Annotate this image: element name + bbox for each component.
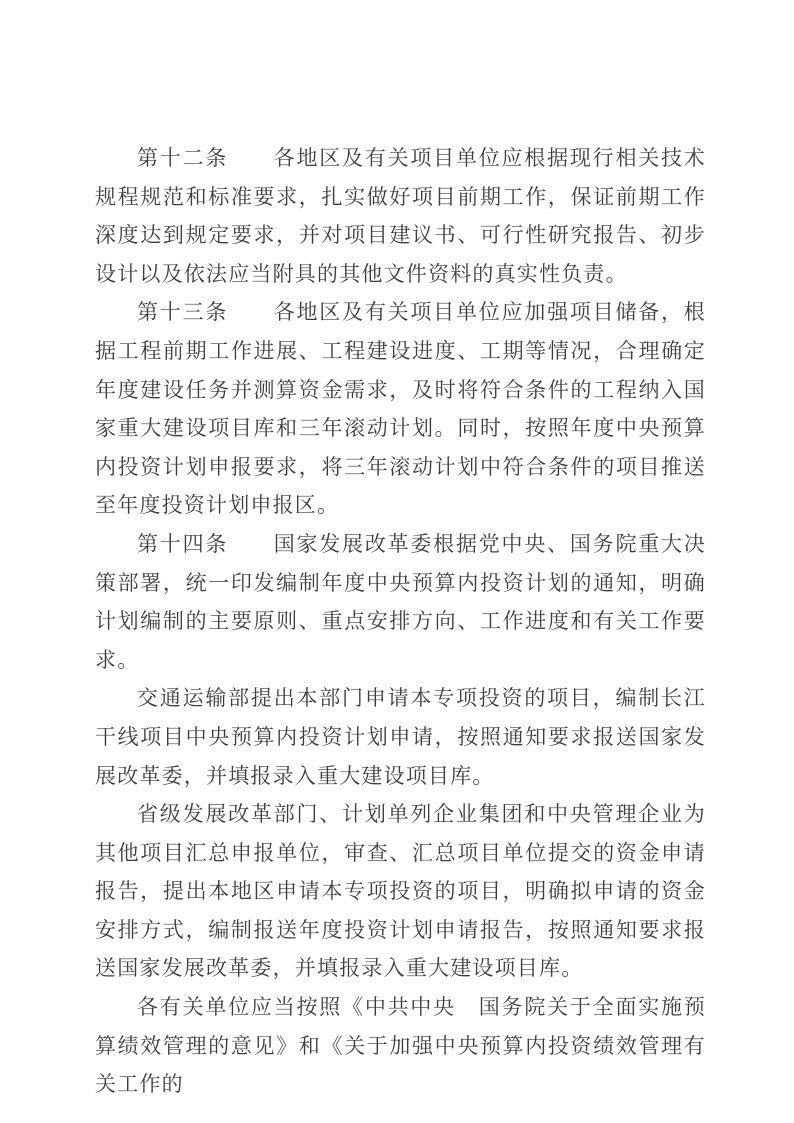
- paragraph-performance-management: 各有关单位应当按照《中共中央 国务院关于全面实施预算绩效管理的意见》和《关于加强中央预算内投资绩效管理有关工作的: [95, 995, 706, 1097]
- paragraph-article-13: 第十三条 各地区及有关项目单位应加强项目储备，根据工程前期工作进展、工程建设进度、工期等情况，合理确定年度建设任务并测算资金需求，及时将符合条件的工程纳入国家重大建设项目库和三年滚动计划。同时，按照年度中央预算内投资计划申报要求，将三年滚动计划中符合条件的项目推送至年度投资计划申报区。: [95, 300, 706, 518]
- paragraph-article-14: 第十四条 国家发展改革委根据党中央、国务院重大决策部署，统一印发编制年度中央预算内投资计划的通知，明确计划编制的主要原则、重点安排方向、工作进度和有关工作要求。: [95, 531, 706, 672]
- paragraph-article-12: 第十二条 各地区及有关项目单位应根据现行相关技术规程规范和标准要求，扎实做好项目前期工作，保证前期工作深度达到规定要求，并对项目建议书、可行性研究报告、初步设计以及依法应当附具的其他文件资料的真实性负责。: [95, 146, 706, 286]
- paragraph-provincial-reform: 省级发展改革部门、计划单列企业集团和中央管理企业为其他项目汇总申报单位，审查、汇总项目单位提交的资金申请报告，提出本地区申请本专项投资的项目，明确拟申请的资金安排方式，编制报送年度投资计划申请报告，按照通知要求报送国家发展改革委，并填报录入重大建设项目库。: [95, 802, 706, 981]
- document-text-block: [95, 139, 706, 1104]
- paragraph-transport-ministry: 交通运输部提出本部门申请本专项投资的项目，编制长江干线项目中央预算内投资计划申请，按照通知要求报送国家发展改革委，并填报录入重大建设项目库。: [95, 686, 706, 788]
